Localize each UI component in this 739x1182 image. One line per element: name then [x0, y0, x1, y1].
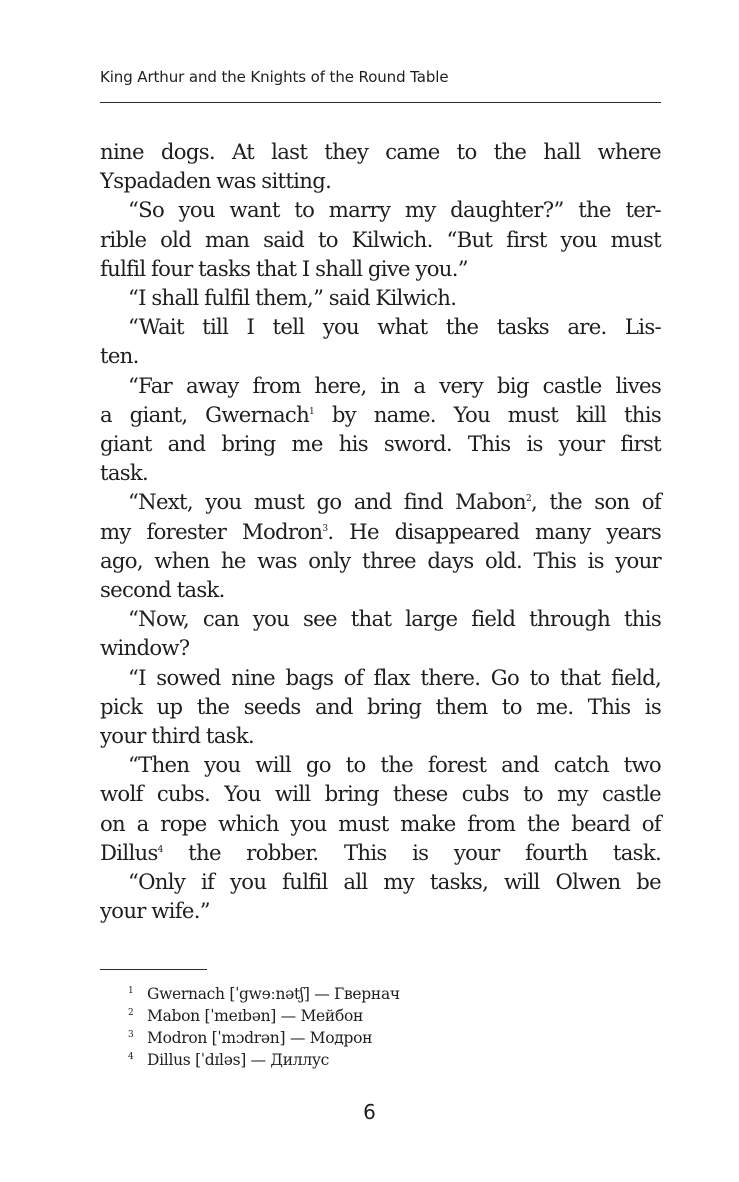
text-line: nine dogs. At last they came to the hall where	[100, 139, 661, 164]
footnote-ref: 3	[322, 523, 328, 534]
text-line: giant and bring me his sword. This is your first	[100, 431, 661, 457]
text-line	[100, 487, 661, 516]
footnote-text: Mabon [ˈmeɪbən] — Мейбон	[147, 1007, 364, 1025]
running-header: King Arthur and the Knights of the Round Table	[100, 68, 449, 86]
text-fragment: the robber. This is your fourth task.	[162, 839, 661, 865]
footnote-ref: 1	[309, 406, 315, 417]
text-fragment: “Next, you must go and find Mabon	[128, 489, 526, 515]
text-fragment: by name. You must kill this	[314, 401, 661, 427]
text-line: “I shall fulfil them,” said Kilwich.	[128, 285, 457, 311]
footnote-ref: 2	[525, 494, 531, 505]
text-line: your wife.”	[100, 898, 210, 924]
text-line: Yspadaden was sitting.	[100, 168, 332, 194]
footnotes	[128, 983, 400, 1071]
text-line: your third task.	[100, 723, 254, 749]
footnote-ref: 4	[157, 844, 163, 855]
text-line: rible old man said to Kilwich. “But first you must	[100, 226, 661, 252]
footnote-item: 3 Modron [ˈmɔdrən] — Модрон	[128, 1029, 373, 1047]
text-fragment: a giant, Gwernach	[100, 401, 310, 427]
text-fragment: Dillus	[100, 839, 158, 865]
text-line	[100, 517, 661, 546]
text-line: “Wait till I tell you what the tasks are. Lis-	[128, 314, 661, 340]
text-line: on a rope which you must make from the beard of	[100, 810, 661, 836]
text-line: wolf cubs. You will bring these cubs to my castle	[100, 781, 661, 807]
text-fragment: . He disappeared many years	[327, 518, 662, 544]
footnote-text: Modron [ˈmɔdrən] — Модрон	[147, 1029, 373, 1047]
text-line: “Then you will go to the forest and catch two	[128, 752, 661, 778]
footnote-text: Gwernach [ˈgwɘːnətʃ] — Гвернач	[147, 985, 400, 1003]
page-number: 6	[363, 1100, 376, 1124]
footnote-item: 4 Dillus [ˈdɪləs] — Диллус	[128, 1051, 330, 1069]
body-text	[100, 137, 661, 925]
text-line: “I sowed nine bags of flax there. Go to that field,	[128, 664, 661, 690]
footnote-item: 2 Mabon [ˈmeɪbən] — Мейбон	[128, 1007, 364, 1025]
footnote-item: 1 Gwernach [ˈgwɘːnətʃ] — Гвернач	[128, 985, 400, 1003]
text-line: “Now, can you see that large field through this	[128, 606, 661, 632]
text-fragment: , the son of	[530, 489, 661, 515]
text-line: “Far away from here, in a very big castle lives	[128, 372, 661, 398]
text-line: “So you want to marry my daughter?” the ter-	[128, 197, 661, 223]
text-line: “Only if you fulfil all my tasks, will Olwen be	[128, 869, 661, 895]
footnote-rule	[100, 969, 207, 970]
text-line: ten.	[100, 343, 139, 369]
text-line	[100, 838, 661, 867]
text-line: second task.	[100, 577, 225, 603]
text-line	[100, 400, 661, 429]
text-line: ago, when he was only three days old. This is your	[100, 547, 661, 573]
text-line: pick up the seeds and bring them to me. This is	[100, 693, 661, 719]
header-rule	[100, 102, 661, 103]
text-line: task.	[100, 460, 149, 486]
text-line: fulfil four tasks that I shall give you.”	[100, 255, 468, 281]
text-line: window?	[100, 635, 190, 661]
footnote-text: Dillus [ˈdɪləs] — Диллус	[147, 1051, 330, 1069]
text-fragment: my forester Modron	[100, 518, 323, 544]
